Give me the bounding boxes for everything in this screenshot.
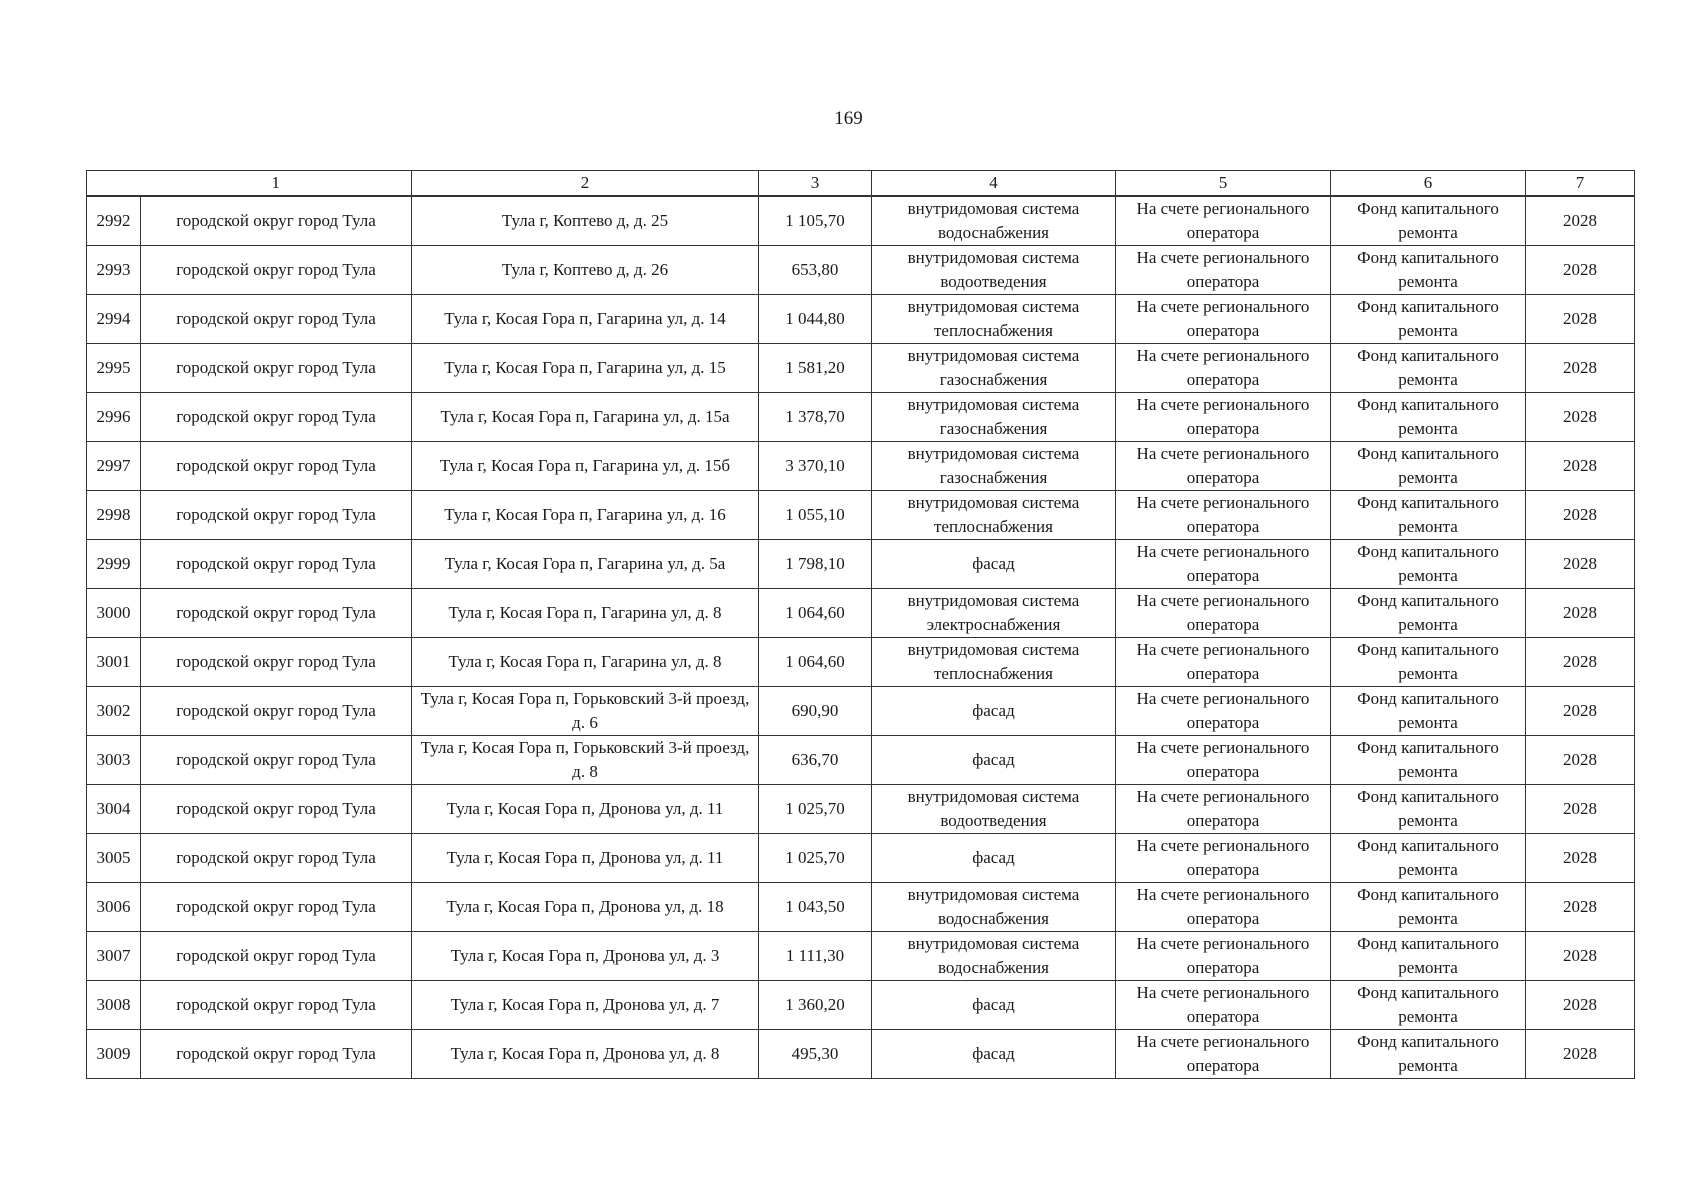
year-cell: 2028 — [1526, 491, 1635, 540]
year-cell: 2028 — [1526, 442, 1635, 491]
work-type-cell: внутридомовая система водоснабжения — [872, 932, 1116, 981]
table-row — [87, 393, 1635, 442]
fund-account-cell: На счете регионального оператора — [1116, 246, 1331, 295]
fund-account-cell: На счете регионального оператора — [1116, 344, 1331, 393]
table-row — [87, 344, 1635, 393]
funding-source-cell: Фонд капитального ремонта — [1331, 834, 1526, 883]
year-cell: 2028 — [1526, 196, 1635, 246]
row-number-cell: 3004 — [87, 785, 141, 834]
fund-account-cell: На счете регионального оператора — [1116, 981, 1331, 1030]
address-cell: Тула г, Косая Гора п, Дронова ул, д. 3 — [412, 932, 759, 981]
row-number-cell: 3008 — [87, 981, 141, 1030]
year-cell: 2028 — [1526, 785, 1635, 834]
year-cell: 2028 — [1526, 883, 1635, 932]
work-type-cell: внутридомовая система газоснабжения — [872, 393, 1116, 442]
table-row — [87, 589, 1635, 638]
row-number-cell: 2998 — [87, 491, 141, 540]
area-cell: 636,70 — [759, 736, 872, 785]
work-type-cell: фасад — [872, 981, 1116, 1030]
municipality-cell: городской округ город Тула — [141, 785, 412, 834]
fund-account-cell: На счете регионального оператора — [1116, 393, 1331, 442]
funding-source-cell: Фонд капитального ремонта — [1331, 883, 1526, 932]
municipality-cell: городской округ город Тула — [141, 246, 412, 295]
municipality-cell: городской округ город Тула — [141, 981, 412, 1030]
municipality-cell: городской округ город Тула — [141, 295, 412, 344]
work-type-cell: фасад — [872, 834, 1116, 883]
column-header: 2 — [412, 171, 759, 197]
fund-account-cell: На счете регионального оператора — [1116, 295, 1331, 344]
year-cell: 2028 — [1526, 736, 1635, 785]
address-cell: Тула г, Косая Гора п, Дронова ул, д. 11 — [412, 785, 759, 834]
table-row — [87, 736, 1635, 785]
work-type-cell: внутридомовая система водоотведения — [872, 246, 1116, 295]
address-cell: Тула г, Косая Гора п, Гагарина ул, д. 8 — [412, 638, 759, 687]
work-type-cell: внутридомовая система водоотведения — [872, 785, 1116, 834]
table-row — [87, 540, 1635, 589]
work-type-cell: фасад — [872, 540, 1116, 589]
area-cell: 1 055,10 — [759, 491, 872, 540]
column-header: 5 — [1116, 171, 1331, 197]
area-cell: 653,80 — [759, 246, 872, 295]
capital-repair-table — [86, 170, 1635, 1079]
address-cell: Тула г, Косая Гора п, Гагарина ул, д. 15б — [412, 442, 759, 491]
column-header: 4 — [872, 171, 1116, 197]
address-cell: Тула г, Косая Гора п, Гагарина ул, д. 16 — [412, 491, 759, 540]
work-type-cell: внутридомовая система теплоснабжения — [872, 491, 1116, 540]
area-cell: 1 798,10 — [759, 540, 872, 589]
address-cell: Тула г, Косая Гора п, Гагарина ул, д. 14 — [412, 295, 759, 344]
row-number-cell: 3007 — [87, 932, 141, 981]
funding-source-cell: Фонд капитального ремонта — [1331, 491, 1526, 540]
funding-source-cell: Фонд капитального ремонта — [1331, 687, 1526, 736]
address-cell: Тула г, Косая Гора п, Дронова ул, д. 18 — [412, 883, 759, 932]
area-cell: 1 111,30 — [759, 932, 872, 981]
work-type-cell: внутридомовая система водоснабжения — [872, 883, 1116, 932]
table-row — [87, 246, 1635, 295]
address-cell: Тула г, Косая Гора п, Гагарина ул, д. 15а — [412, 393, 759, 442]
area-cell: 495,30 — [759, 1030, 872, 1079]
address-cell: Тула г, Косая Гора п, Горьковский 3-й проезд, д. 6 — [412, 687, 759, 736]
municipality-cell: городской округ город Тула — [141, 834, 412, 883]
fund-account-cell: На счете регионального оператора — [1116, 196, 1331, 246]
table-row — [87, 442, 1635, 491]
fund-account-cell: На счете регионального оператора — [1116, 638, 1331, 687]
fund-account-cell: На счете регионального оператора — [1116, 785, 1331, 834]
area-cell: 1 025,70 — [759, 785, 872, 834]
table-header — [87, 171, 1635, 197]
year-cell: 2028 — [1526, 1030, 1635, 1079]
table-row — [87, 196, 1635, 246]
year-cell: 2028 — [1526, 295, 1635, 344]
address-cell: Тула г, Косая Гора п, Гагарина ул, д. 5а — [412, 540, 759, 589]
table-row — [87, 1030, 1635, 1079]
funding-source-cell: Фонд капитального ремонта — [1331, 981, 1526, 1030]
funding-source-cell: Фонд капитального ремонта — [1331, 589, 1526, 638]
funding-source-cell: Фонд капитального ремонта — [1331, 932, 1526, 981]
funding-source-cell: Фонд капитального ремонта — [1331, 295, 1526, 344]
row-number-cell: 2993 — [87, 246, 141, 295]
municipality-cell: городской округ город Тула — [141, 344, 412, 393]
work-type-cell: внутридомовая система электроснабжения — [872, 589, 1116, 638]
area-cell: 1 064,60 — [759, 638, 872, 687]
area-cell: 1 043,50 — [759, 883, 872, 932]
row-number-cell: 3000 — [87, 589, 141, 638]
row-number-cell: 3005 — [87, 834, 141, 883]
year-cell: 2028 — [1526, 687, 1635, 736]
fund-account-cell: На счете регионального оператора — [1116, 540, 1331, 589]
table-row — [87, 295, 1635, 344]
area-cell: 1 044,80 — [759, 295, 872, 344]
work-type-cell: внутридомовая система газоснабжения — [872, 442, 1116, 491]
funding-source-cell: Фонд капитального ремонта — [1331, 1030, 1526, 1079]
year-cell: 2028 — [1526, 834, 1635, 883]
funding-source-cell: Фонд капитального ремонта — [1331, 196, 1526, 246]
funding-source-cell: Фонд капитального ремонта — [1331, 393, 1526, 442]
year-cell: 2028 — [1526, 393, 1635, 442]
municipality-cell: городской округ город Тула — [141, 638, 412, 687]
area-cell: 1 360,20 — [759, 981, 872, 1030]
funding-source-cell: Фонд капитального ремонта — [1331, 736, 1526, 785]
municipality-cell: городской округ город Тула — [141, 393, 412, 442]
table-row — [87, 981, 1635, 1030]
address-cell: Тула г, Косая Гора п, Дронова ул, д. 8 — [412, 1030, 759, 1079]
row-number-cell: 2997 — [87, 442, 141, 491]
row-number-cell: 2994 — [87, 295, 141, 344]
row-number-cell: 2995 — [87, 344, 141, 393]
funding-source-cell: Фонд капитального ремонта — [1331, 785, 1526, 834]
fund-account-cell: На счете регионального оператора — [1116, 589, 1331, 638]
municipality-cell: городской округ город Тула — [141, 589, 412, 638]
row-number-cell: 3003 — [87, 736, 141, 785]
year-cell: 2028 — [1526, 981, 1635, 1030]
row-number-cell: 3009 — [87, 1030, 141, 1079]
municipality-cell: городской округ город Тула — [141, 883, 412, 932]
municipality-cell: городской округ город Тула — [141, 1030, 412, 1079]
year-cell: 2028 — [1526, 344, 1635, 393]
row-number-cell: 3006 — [87, 883, 141, 932]
area-cell: 1 378,70 — [759, 393, 872, 442]
table-row — [87, 834, 1635, 883]
municipality-cell: городской округ город Тула — [141, 687, 412, 736]
area-cell: 690,90 — [759, 687, 872, 736]
funding-source-cell: Фонд капитального ремонта — [1331, 638, 1526, 687]
column-header: 1 — [141, 171, 412, 197]
header-row — [87, 171, 1635, 197]
funding-source-cell: Фонд капитального ремонта — [1331, 540, 1526, 589]
work-type-cell: внутридомовая система водоснабжения — [872, 196, 1116, 246]
year-cell: 2028 — [1526, 540, 1635, 589]
area-cell: 1 581,20 — [759, 344, 872, 393]
column-header: 6 — [1331, 171, 1526, 197]
address-cell: Тула г, Косая Гора п, Горьковский 3-й проезд, д. 8 — [412, 736, 759, 785]
funding-source-cell: Фонд капитального ремонта — [1331, 344, 1526, 393]
year-cell: 2028 — [1526, 932, 1635, 981]
table-row — [87, 932, 1635, 981]
fund-account-cell: На счете регионального оператора — [1116, 834, 1331, 883]
work-type-cell: фасад — [872, 687, 1116, 736]
work-type-cell: внутридомовая система газоснабжения — [872, 344, 1116, 393]
area-cell: 1 064,60 — [759, 589, 872, 638]
row-number-cell: 3002 — [87, 687, 141, 736]
municipality-cell: городской округ город Тула — [141, 442, 412, 491]
work-type-cell: фасад — [872, 1030, 1116, 1079]
municipality-cell: городской округ город Тула — [141, 932, 412, 981]
address-cell: Тула г, Косая Гора п, Гагарина ул, д. 8 — [412, 589, 759, 638]
table-body — [87, 196, 1635, 1079]
fund-account-cell: На счете регионального оператора — [1116, 883, 1331, 932]
fund-account-cell: На счете регионального оператора — [1116, 1030, 1331, 1079]
area-cell: 1 025,70 — [759, 834, 872, 883]
municipality-cell: городской округ город Тула — [141, 491, 412, 540]
column-header — [87, 171, 141, 197]
row-number-cell: 3001 — [87, 638, 141, 687]
row-number-cell: 2992 — [87, 196, 141, 246]
address-cell: Тула г, Косая Гора п, Дронова ул, д. 11 — [412, 834, 759, 883]
table-row — [87, 687, 1635, 736]
column-header: 3 — [759, 171, 872, 197]
table-row — [87, 491, 1635, 540]
table-row — [87, 785, 1635, 834]
municipality-cell: городской округ город Тула — [141, 540, 412, 589]
fund-account-cell: На счете регионального оператора — [1116, 736, 1331, 785]
column-header: 7 — [1526, 171, 1635, 197]
address-cell: Тула г, Коптево д, д. 26 — [412, 246, 759, 295]
work-type-cell: внутридомовая система теплоснабжения — [872, 638, 1116, 687]
address-cell: Тула г, Косая Гора п, Дронова ул, д. 7 — [412, 981, 759, 1030]
area-cell: 1 105,70 — [759, 196, 872, 246]
fund-account-cell: На счете регионального оператора — [1116, 932, 1331, 981]
row-number-cell: 2996 — [87, 393, 141, 442]
year-cell: 2028 — [1526, 638, 1635, 687]
table-row — [87, 638, 1635, 687]
area-cell: 3 370,10 — [759, 442, 872, 491]
row-number-cell: 2999 — [87, 540, 141, 589]
fund-account-cell: На счете регионального оператора — [1116, 491, 1331, 540]
address-cell: Тула г, Коптево д, д. 25 — [412, 196, 759, 246]
work-type-cell: фасад — [872, 736, 1116, 785]
year-cell: 2028 — [1526, 246, 1635, 295]
funding-source-cell: Фонд капитального ремонта — [1331, 442, 1526, 491]
year-cell: 2028 — [1526, 589, 1635, 638]
fund-account-cell: На счете регионального оператора — [1116, 442, 1331, 491]
funding-source-cell: Фонд капитального ремонта — [1331, 246, 1526, 295]
table-row — [87, 883, 1635, 932]
fund-account-cell: На счете регионального оператора — [1116, 687, 1331, 736]
work-type-cell: внутридомовая система теплоснабжения — [872, 295, 1116, 344]
municipality-cell: городской округ город Тула — [141, 736, 412, 785]
address-cell: Тула г, Косая Гора п, Гагарина ул, д. 15 — [412, 344, 759, 393]
municipality-cell: городской округ город Тула — [141, 196, 412, 246]
page-number: 169 — [834, 108, 863, 129]
